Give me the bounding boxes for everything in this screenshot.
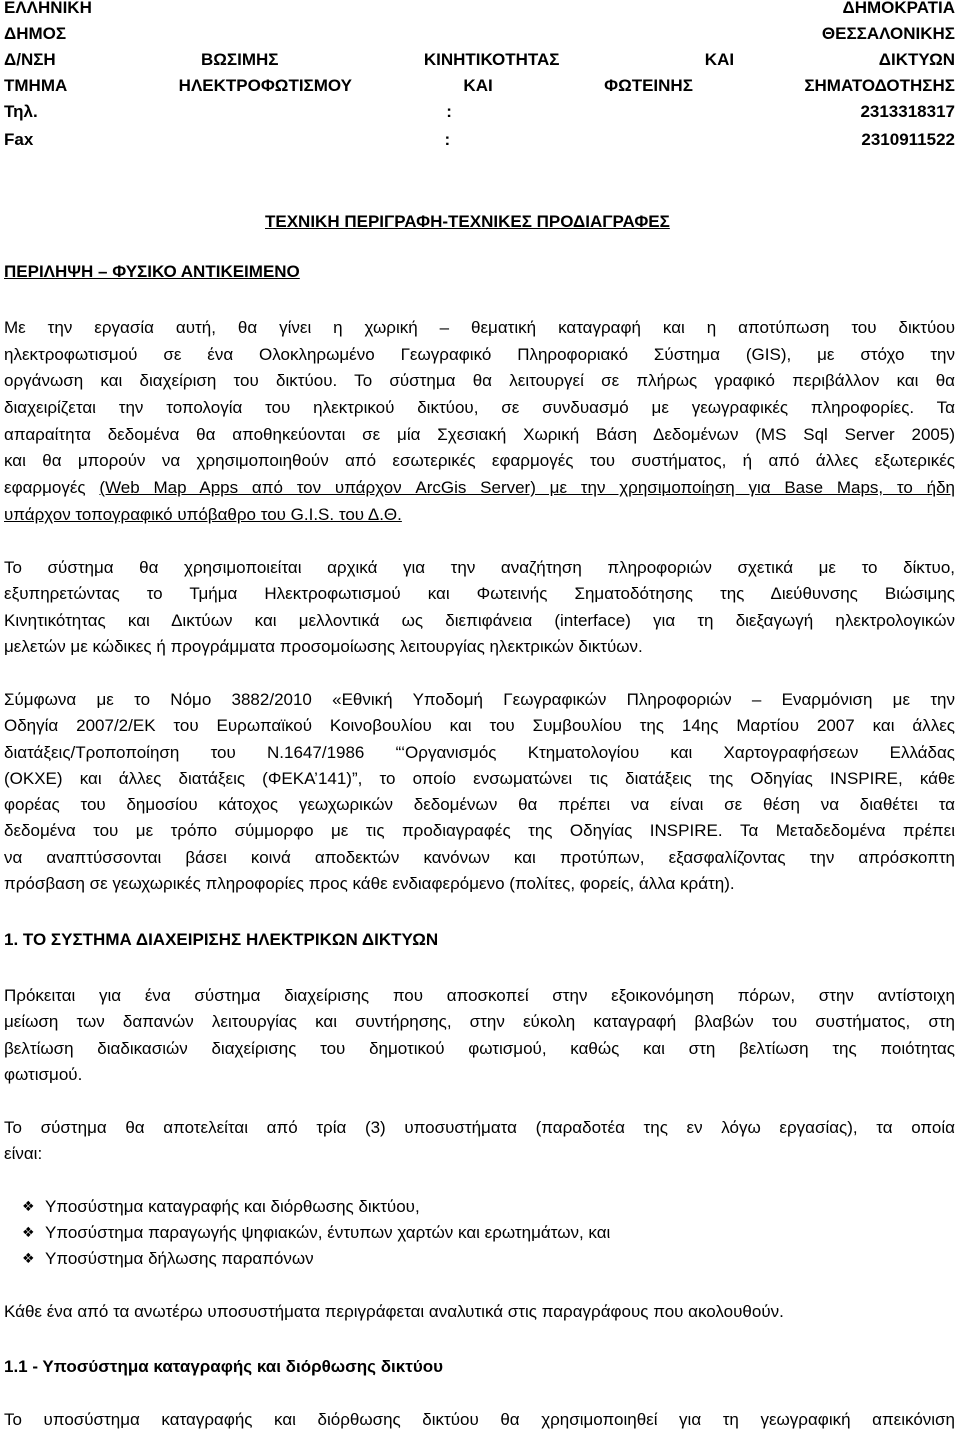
paragraph-legal-basis [4,687,955,897]
text-line: Το σύστημα θα χρησιμοποιείται αρχικά για την αναζήτηση πληροφοριών σχετικά με το δίκτυο, [4,558,955,577]
letterhead [4,0,955,153]
list-item [4,1220,955,1246]
subsection-heading: 1.1 - Υποσύστημα καταγραφής και διόρθωσης δικτύου [4,1357,444,1376]
section-heading: 1. ΤΟ ΣΥΣΤΗΜΑ ΔΙΑΧΕΙΡΙΣΗΣ ΗΛΕΚΤΡΙΚΩΝ ΔΙΚΤΥΩΝ [4,930,439,949]
list-item [4,1246,955,1272]
paragraph-subsystems-note [4,1299,955,1325]
underlined-text-span: υπάρχον τοπογραφικό υπόβαθρο του G.I.S. του Δ.Θ. [4,504,402,524]
text-line: μελετών με κώδικες ή προγράμματα προσομοίωσης λειτουργίας ηλεκτρικών δικτύων. [4,636,643,656]
diamond-bullet-icon: ❖ [22,1199,35,1215]
diamond-bullet-icon: ❖ [22,1225,35,1241]
text-line: Το σύστημα θα αποτελείται από τρία (3) υποσυστήματα (παραδοτέα της εν λόγω εργασίας), τα οποία [4,1118,955,1137]
text-line: φορέας του δημοσίου κάτοχος γεωχωρικών δεδομένων θα πρέπει να είναι σε θέση να διαθέτει τα [4,795,955,815]
paragraph-subsystem-description [4,1407,955,1432]
text-line [4,475,955,502]
text-line: Με την εργασία αυτή, θα γίνει η χωρική – θεματική καταγραφή και η αποτύπωση του δικτύου [4,318,955,337]
list-item-text: Υποσύστημα καταγραφής και διόρθωσης δικτύου, [45,1197,420,1216]
letterhead-municipality: ΔΗΜΟΣ ΘΕΣΣΑΛΟΝΙΚΗΣ [4,24,955,43]
paragraph-usage [4,555,955,660]
text-span: εφαρμογές [4,478,86,498]
text-line: διατάξεις/Τροποποίηση του Ν.1647/1986 “‘Οργανισμός Κτηματολογίου και Χαρτογραφήσεων Ελλάδας [4,742,955,762]
letterhead-department: ΤΜΗΜΑ ΗΛΕΚΤΡΟΦΩΤΙΣΜΟΥ ΚΑΙ ΦΩΤΕΙΝΗΣ ΣΗΜΑΤΟΔΟΤΗΣΗΣ [4,76,955,95]
list-item-text: Υποσύστημα δήλωσης παραπόνων [45,1249,314,1268]
paragraph-scope [4,315,955,529]
subsystems-list [4,1194,955,1272]
text-line: Κινητικότητας και Δικτύων και μελλοντικά ως διεπιφάνεια (interface) για τη διεξαγωγή ηλεκτρολογικών [4,610,955,630]
text-line: Πρόκειται για ένα σύστημα διαχείρισης που αποσκοπεί στην εξοικονόμηση πόρων, στην αντίστοιχη [4,986,955,1005]
list-item-text: Υποσύστημα παραγωγής ψηφιακών, έντυπων χαρτών και ερωτημάτων, και [45,1223,611,1242]
document-title: ΤΕΧΝΙΚΗ ΠΕΡΙΓΡΑΦΗ-ΤΕΧΝΙΚΕΣ ΠΡΟΔΙΑΓΡΑΦΕΣ [265,212,670,231]
diamond-bullet-icon: ❖ [22,1251,35,1267]
text-line: να αναπτύσσονται βάσει κοινά αποδεκτών κανόνων και προτύπων, εξασφαλίζοντας την απρόσκοπτη [4,847,955,867]
text-line: Σύμφωνα με το Νόμο 3882/2010 «Εθνική Υποδομή Γεωγραφικών Πληροφοριών – Εναρμόνιση με την [4,690,955,709]
letterhead-country: ΕΛΛΗΝΙΚΗ ΔΗΜΟΚΡΑΤΙΑ [4,0,955,17]
text-line: (ΟΚΧΕ) και άλλες διατάξεις (ΦΕΚΑ’141)”, το οποίο ενσωματώνει τις διατάξεις της Οδηγίας INSPIRE, κάθε [4,768,955,788]
text-line: βελτίωση διαδικασιών διαχείρισης του δημοτικού φωτισμού, καθώς και στη βελτίωση της ποιότητας [4,1038,955,1058]
text-line: διαχειρίζεται την τοπολογία του ηλεκτρικού δικτύου, σε συνδυασμό με γεωγραφικές πληροφορίες. Τα [4,398,955,418]
text-line: Το υποσύστημα καταγραφής και διόρθωσης δικτύου θα χρησιμοποιηθεί για τη γεωγραφική απεικόνιση [4,1410,955,1429]
summary-heading: ΠΕΡΙΛΗΨΗ – ΦΥΣΙΚΟ ΑΝΤΙΚΕΙΜΕΝΟ [4,262,300,281]
text-line: Οδηγία 2007/2/ΕΚ του Ευρωπαϊκού Κοινοβουλίου και του Συμβουλίου της 14ης Μαρτίου 2007 και άλλες [4,716,955,736]
letterhead-fax: Fax : 2310911522 [4,130,955,149]
text-line: εξυπηρετώντας το Τμήμα Ηλεκτροφωτισμού και Φωτεινής Σηματοδότησης της Διεύθυνσης Βιώσιμης [4,584,955,604]
letterhead-phone: Τηλ. : 2313318317 [4,102,955,121]
text-line: είναι: [4,1144,43,1164]
letterhead-directorate: Δ/ΝΣΗ ΒΩΣΙΜΗΣ ΚΙΝΗΤΙΚΟΤΗΤΑΣ ΚΑΙ ΔΙΚΤΥΩΝ [4,50,955,69]
text-line: και θα μπορούν να χρησιμοποιηθούν από εσωτερικές εφαρμογές του συστήματος, ή από άλλες εξωτερικές [4,451,955,471]
text-line: φωτισμού. [4,1064,83,1084]
text-line: ηλεκτροφωτισμού σε ένα Ολοκληρωμένο Γεωγραφικό Πληροφοριακό Σύστημα (GIS), με στόχο την [4,344,955,364]
text-line: μείωση των δαπανών λειτουργίας και συντήρησης, στην εύκολη καταγραφή βλαβών του συστήματος, στη [4,1012,955,1032]
list-item [4,1194,955,1220]
paragraph-subsystems-intro [4,1115,955,1168]
underlined-text-span: (Web Map Apps από τον υπάρχον ArcGis Server) με την χρησιμοποίηση για Base Maps, το ήδη [99,478,955,498]
text-line: δεδομένα του με τρόπο σύμμορφο με τις προδιαγραφές της Οδηγίας INSPIRE. Τα Μεταδεδομένα πρέπει [4,821,955,841]
text-line: απαραίτητα δεδομένα θα αποθηκεύονται σε μία Σχεσιακή Χωρική Βάση Δεδομένων (MS Sql Server 2005) [4,424,955,444]
text-line [4,502,955,529]
text-line: Κάθε ένα από τα ανωτέρω υποσυστήματα περιγράφεται αναλυτικά στις παραγράφους που ακολουθούν. [4,1302,784,1321]
paragraph-purpose [4,983,955,1088]
text-line: πρόσβαση σε γεωχωρικές πληροφορίες προς κάθε ενδιαφερόμενο (πολίτες, φορείς, άλλα κράτη). [4,874,735,894]
text-line: οργάνωση και διαχείριση του δικτύου. Το σύστημα θα λειτουργεί σε πλήρως γραφικό περιβάλλον και θα [4,371,955,391]
